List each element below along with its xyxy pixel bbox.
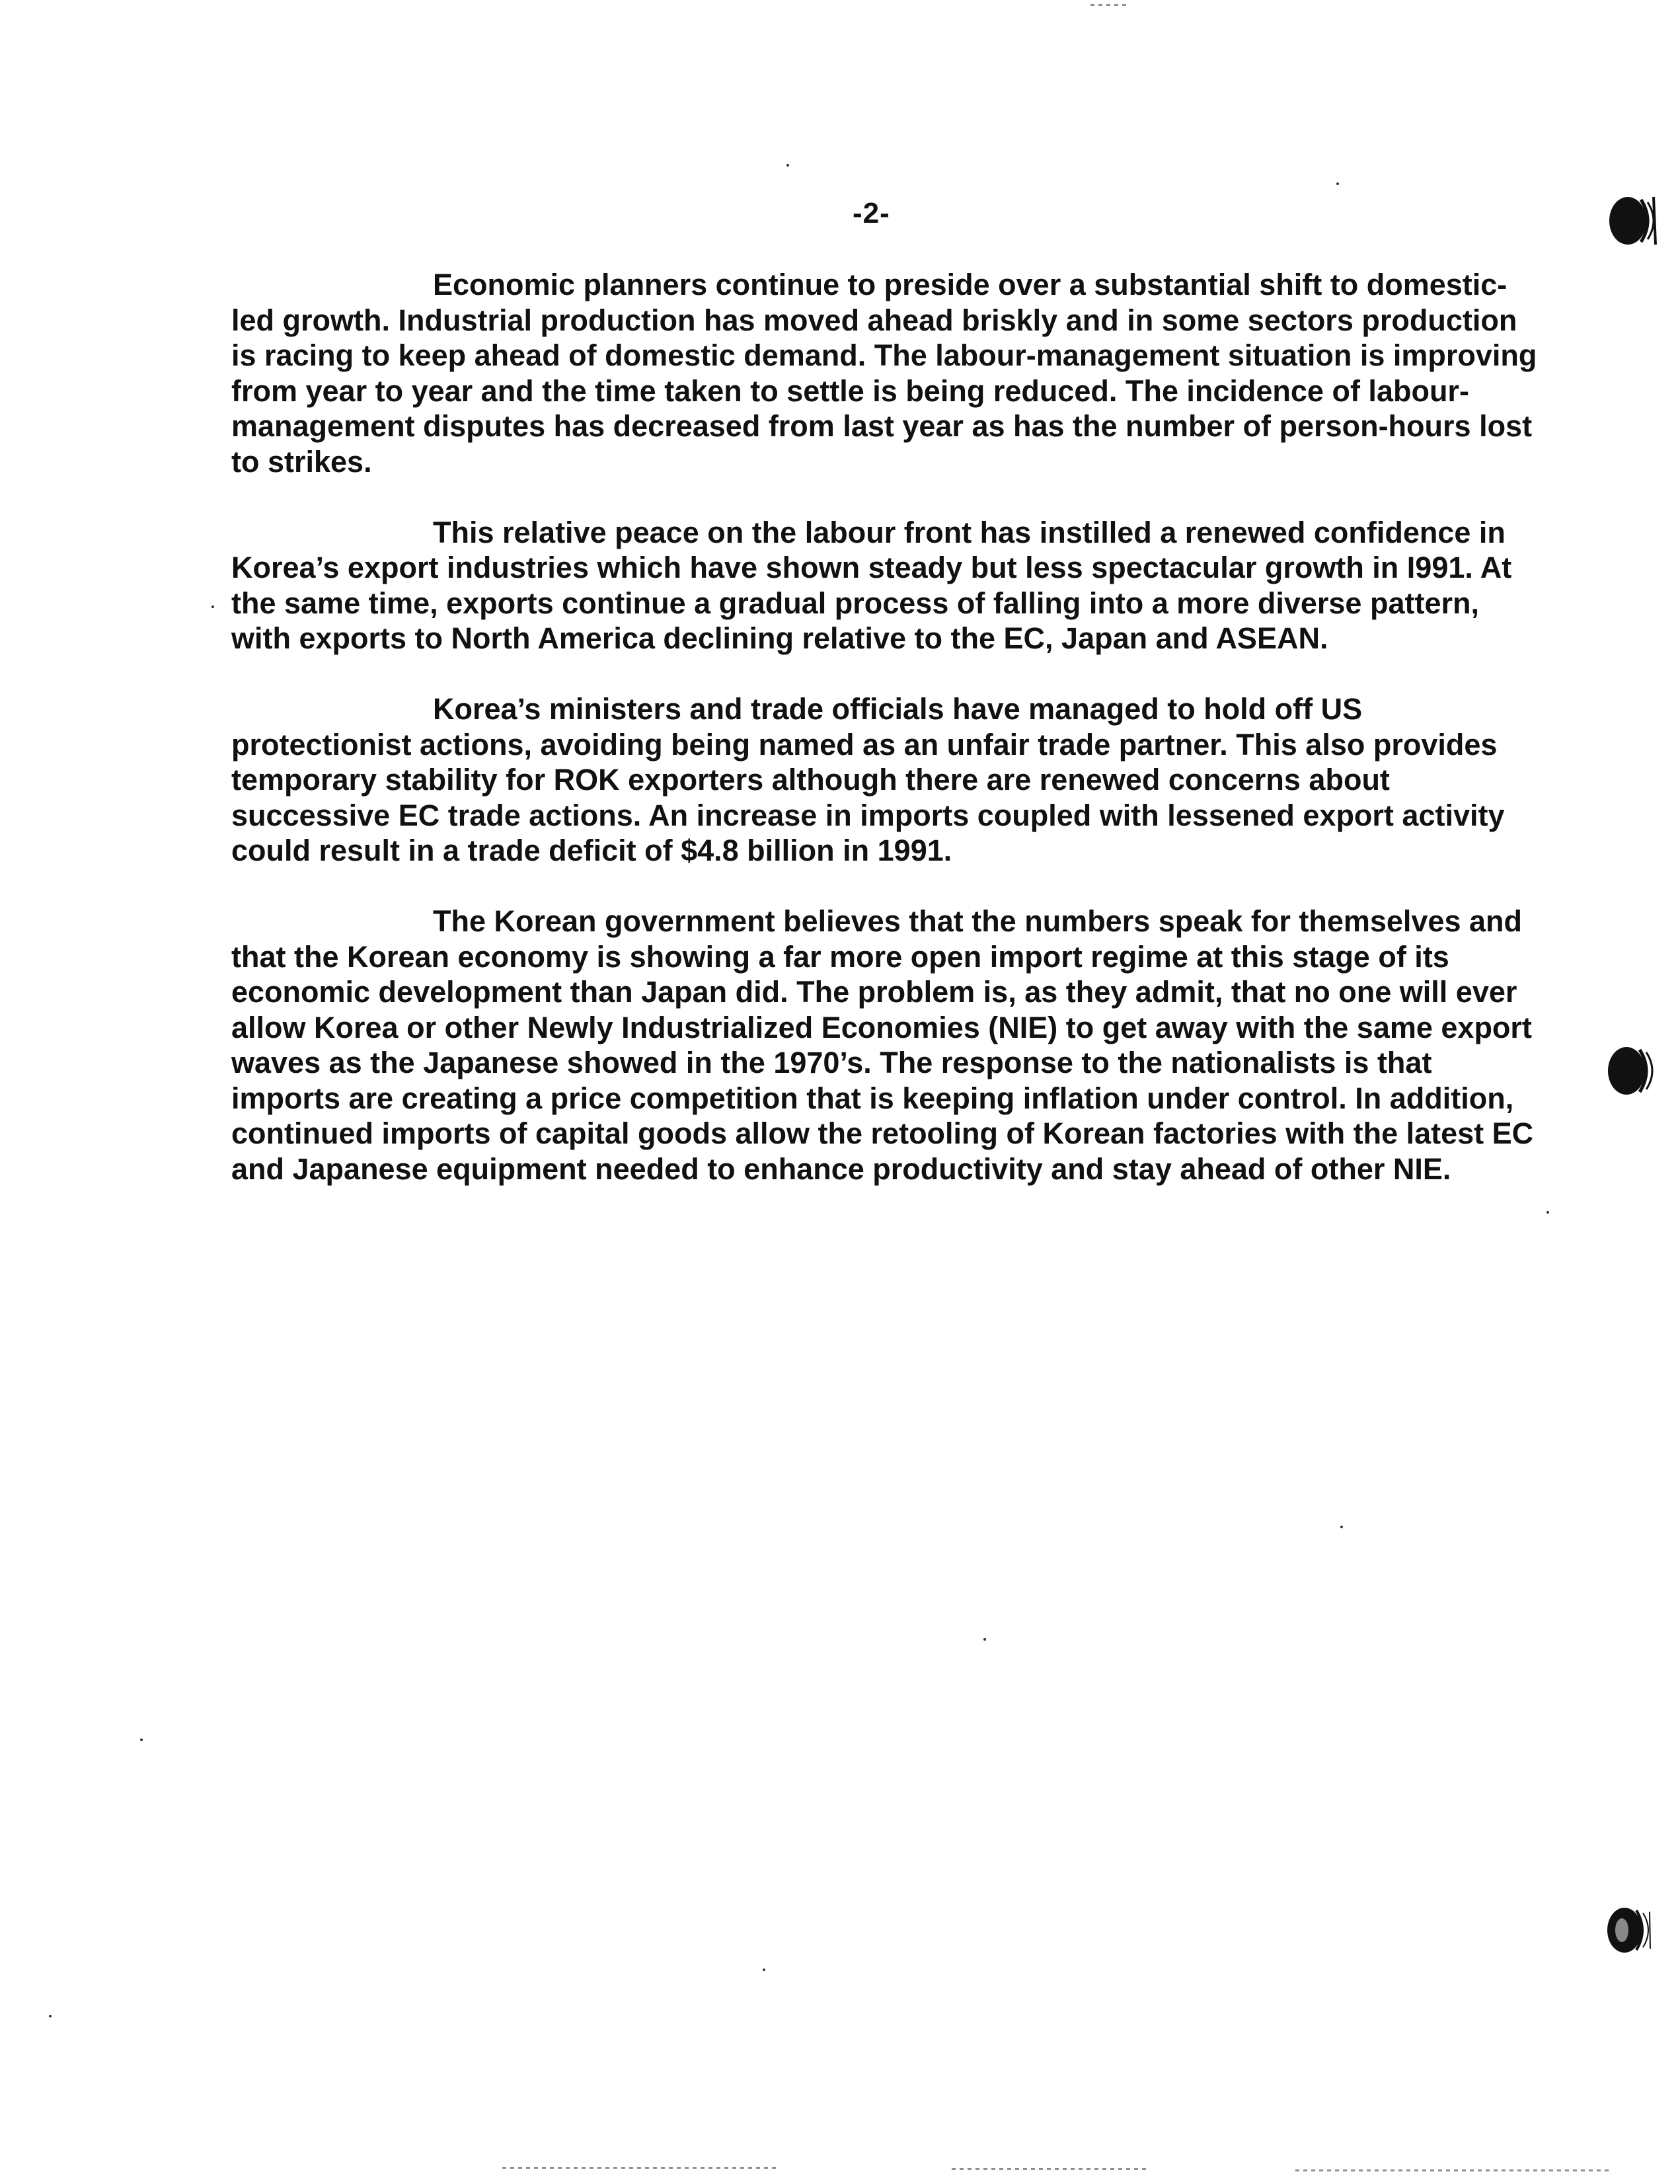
scan-edge-noise (1295, 2169, 1613, 2171)
punch-hole-icon (1603, 193, 1663, 249)
scan-edge-noise (952, 2168, 1150, 2170)
scan-speck (1546, 1211, 1549, 1214)
scan-speck (1336, 182, 1339, 185)
scan-speck (140, 1738, 143, 1741)
scan-edge-noise (502, 2167, 780, 2169)
paragraph-3: Korea’s ministers and trade officials have managed to hold off US protectionist actions, avoiding being named as an unfair trade partner. This also provides temporary stability for ROK exporters although there are renewed concerns about successive EC trade actions. An increase in imports coupled with lessened export activity could result in a trade deficit of $4.8 billion in 1991. (231, 692, 1505, 867)
paragraph-4: The Korean government believes that the numbers speak for themselves and that the Korean economy is showing a far more open import regime at this stage of its economic development than Japan did. The problem is, as they admit, that no one will ever allow Korea or other Newly Industrialized Economies (NIE) to get away with the same export waves as the Japanese showed in the 1970’s. The response to the nationalists is that imports are creating a price competition that is keeping inflation under control. In addition, continued imports of capital goods allow the retooling of Korean factories with the latest EC and Japanese equipment needed to enhance productivity and stay ahead of other NIE. (231, 904, 1534, 1186)
scan-speck (49, 2015, 52, 2017)
punch-hole-icon (1603, 1043, 1663, 1099)
paragraph-2: This relative peace on the labour front has instilled a renewed confidence in Korea’s export industries which have shown steady but less spectacular growth in I991. At the same time, exports continue a gradual process of falling into a more diverse pattern, with exports to North America declining relative to the EC, Japan and ASEAN. (231, 515, 1512, 655)
scan-speck (1340, 1526, 1343, 1528)
page-number: -2- (853, 197, 890, 229)
scan-speck (983, 1638, 986, 1641)
scan-speck (786, 164, 789, 167)
scan-edge-noise (1090, 4, 1130, 6)
scan-speck (763, 1969, 765, 1971)
body-text (231, 267, 1540, 1222)
scan-speck (211, 605, 214, 608)
punch-hole-icon (1601, 1902, 1661, 1958)
paragraph-1: Economic planners continue to preside over a substantial shift to domestic-led growth. Industrial production has moved ahead briskly and in some sectors production is racing to keep ahead of domestic demand. The labour-management situation is improving from year to year and the time taken to settle is being reduced. The incidence of labour-management disputes has decreased from last year as has the number of person-hours lost to strikes. (231, 268, 1537, 479)
